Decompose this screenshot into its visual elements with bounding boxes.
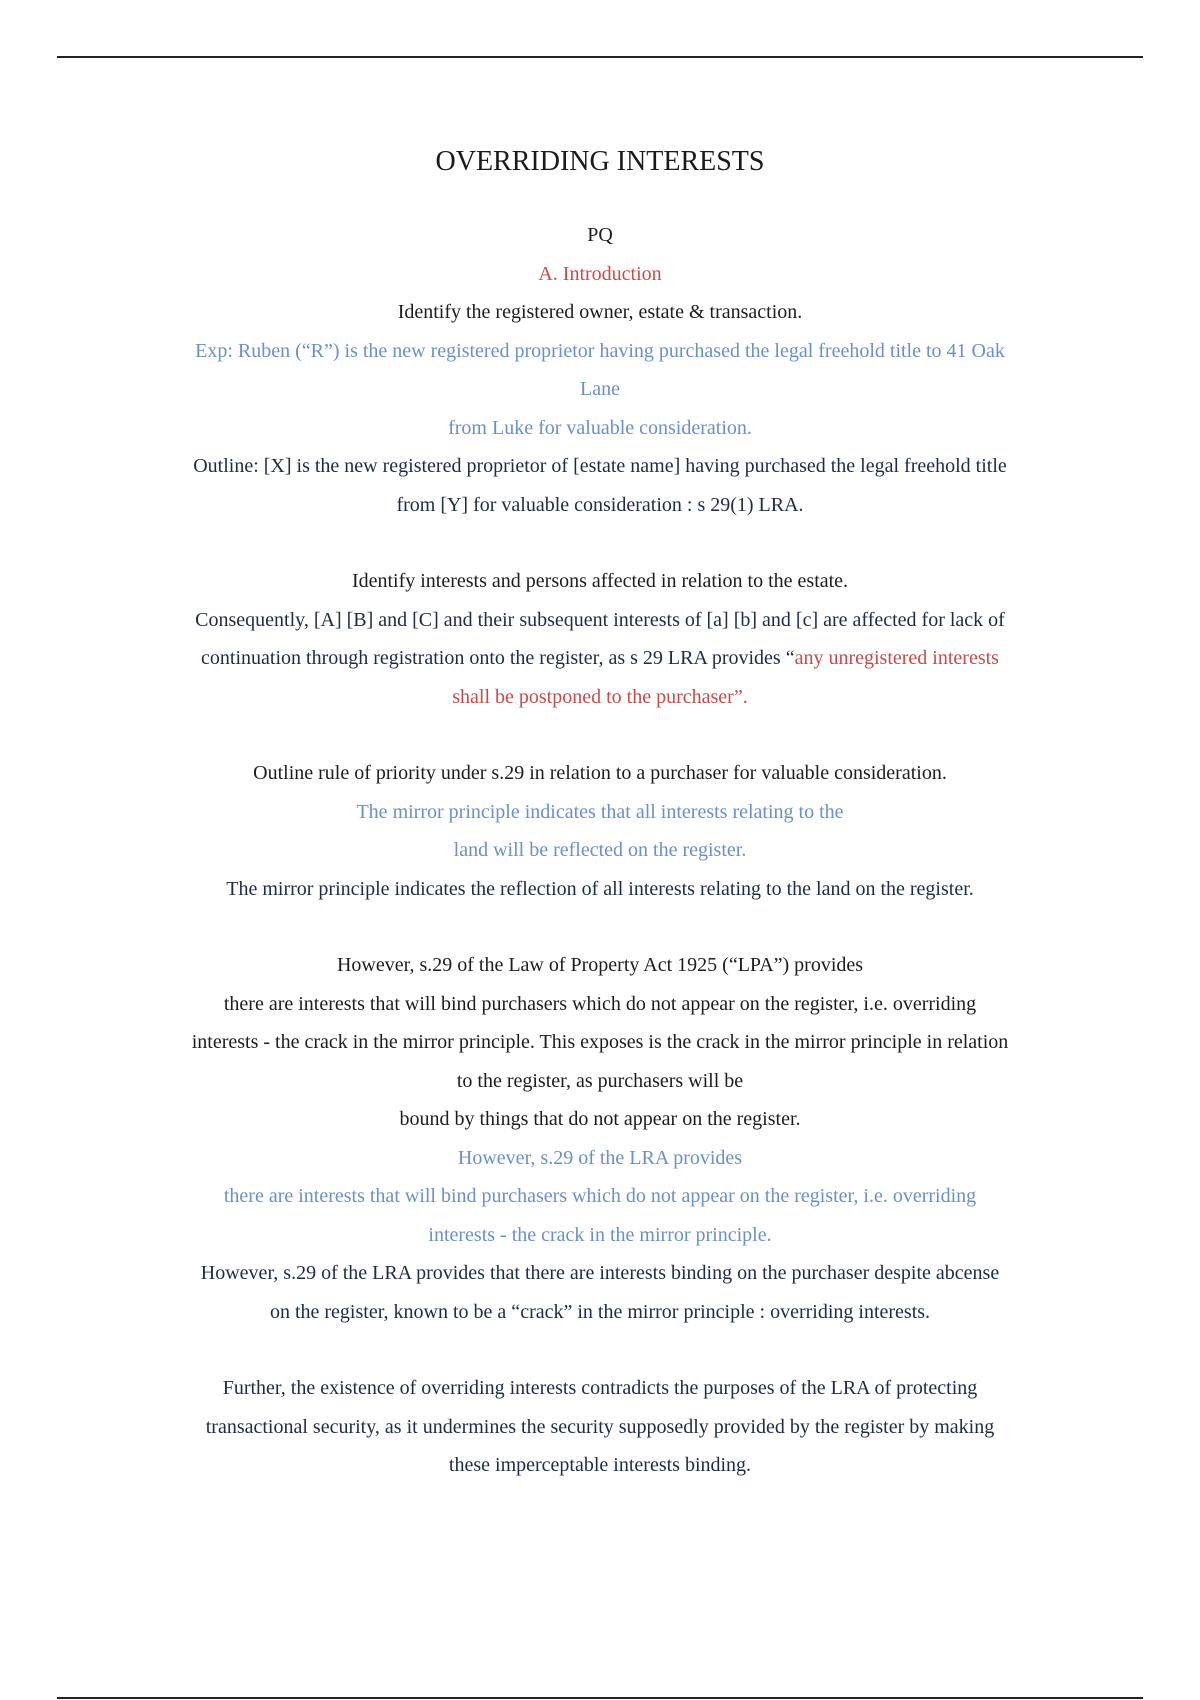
paragraph-gap xyxy=(140,524,1060,562)
consequently-line xyxy=(140,639,1060,678)
mirror-principle-line: The mirror principle indicates the reflection of all interests relating to the land on the register. xyxy=(226,877,974,900)
section-a-heading: A. Introduction xyxy=(538,262,662,285)
example-line: from Luke for valuable consideration. xyxy=(448,416,752,439)
however-lpa-line: there are interests that will bind purchasers which do not appear on the register, i.e. overriding xyxy=(223,992,977,1015)
top-page-rule xyxy=(57,56,1143,58)
example-line: Exp: Ruben (“R”) is the new registered proprietor having purchased the legal freehold title to 41 Oak xyxy=(195,339,1005,362)
paragraph-gap xyxy=(140,908,1060,946)
identify-owner-prompt: Identify the registered owner, estate & transaction. xyxy=(397,301,803,323)
consequently-text: continuation through registration onto the register, as s 29 LRA provides “ xyxy=(201,647,795,669)
document-title: OVERRIDING INTERESTS xyxy=(435,146,765,177)
however-lpa-line: However, s.29 of the Law of Property Act 1925 (“LPA”) provides xyxy=(336,954,864,976)
further-line: Further, the existence of overriding interests contradicts the purposes of the LRA of protecting xyxy=(222,1377,978,1399)
pq-heading: PQ xyxy=(587,224,613,246)
however-lra-example-line: there are interests that will bind purchasers which do not appear on the register, i.e. overriding xyxy=(223,1185,977,1207)
outline-line: from [Y] for valuable consideration : s 29(1) LRA. xyxy=(396,493,804,516)
mirror-example-line: land will be reflected on the register. xyxy=(453,839,747,861)
mirror-example-line: The mirror principle indicates that all interests relating to the xyxy=(356,800,844,823)
however-lra-line: on the register, known to be a “crack” in the mirror principle : overriding interests. xyxy=(269,1300,931,1323)
identify-interests-prompt: Identify interests and persons affected in relation to the estate. xyxy=(351,570,849,592)
consequently-line xyxy=(140,678,1060,717)
paragraph-gap xyxy=(140,716,1060,754)
statute-quote: any unregistered interests xyxy=(794,647,999,669)
paragraph-gap xyxy=(140,1331,1060,1369)
document-body xyxy=(140,142,1060,1485)
however-lra-example-line: interests - the crack in the mirror principle. xyxy=(428,1223,772,1246)
consequently-line: Consequently, [A] [B] and [C] and their subsequent interests of [a] [b] and [c] are affected for lack of xyxy=(195,608,1005,631)
quote-close: ”. xyxy=(733,685,748,708)
however-lra-example-line: However, s.29 of the LRA provides xyxy=(457,1146,743,1169)
statute-quote: shall be postponed to the purchaser xyxy=(452,685,734,708)
further-line: transactional security, as it undermines the security supposedly provided by the register by making xyxy=(205,1415,995,1438)
however-lpa-line: interests - the crack in the mirror principle. This exposes is the crack in the mirror principle in relation xyxy=(191,1031,1009,1053)
however-lra-line: However, s.29 of the LRA provides that there are interests binding on the purchaser despite abcense xyxy=(200,1262,1000,1284)
however-lpa-line: bound by things that do not appear on the register. xyxy=(399,1108,801,1130)
outline-rule-prompt: Outline rule of priority under s.29 in relation to a purchaser for valuable consideration. xyxy=(253,762,947,784)
outline-line: Outline: [X] is the new registered proprietor of [estate name] having purchased the legal freehold title xyxy=(193,455,1007,477)
however-lpa-line: to the register, as purchasers will be xyxy=(456,1069,744,1092)
bottom-page-rule xyxy=(57,1697,1143,1699)
example-line: Lane xyxy=(580,378,620,400)
further-line: these imperceptable interests binding. xyxy=(448,1454,752,1476)
